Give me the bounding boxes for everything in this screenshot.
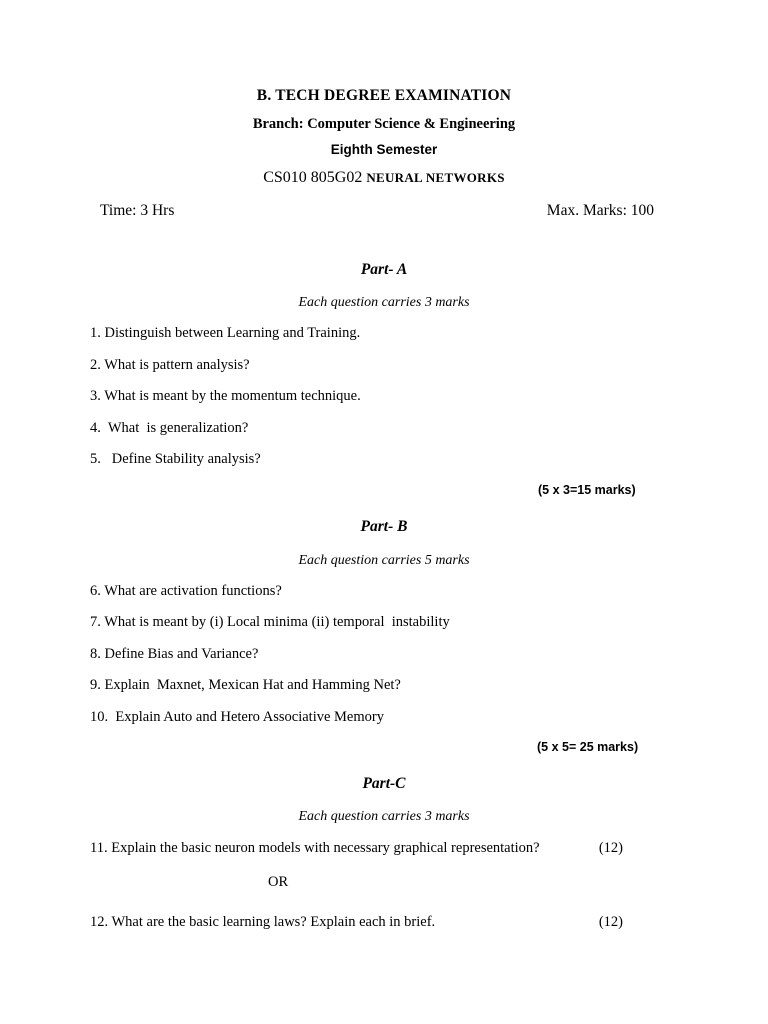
list-item: 1. Distinguish between Learning and Training. [90, 325, 361, 341]
question-11-marks: (12) [598, 840, 623, 856]
exam-title: B. TECH DEGREE EXAMINATION [256, 87, 512, 104]
part-a-marks-note: (5 x 3=15 marks) [538, 482, 636, 497]
course-code: CS010 805G02 [263, 168, 367, 186]
part-b-question-list [0, 584, 768, 725]
or-separator-label: OR [268, 873, 289, 890]
exam-duration: Time: 3 Hrs [100, 201, 175, 219]
course-name: NEURAL NETWORKS [366, 169, 505, 185]
question-12-text: 12. What are the basic learning laws? Explain each in brief. [90, 914, 436, 930]
list-item: 7. What is meant by (i) Local minima (ii) temporal instability [90, 614, 450, 630]
list-item: 5. Define Stability analysis? [90, 451, 261, 467]
list-item: 8. Define Bias and Variance? [90, 645, 259, 662]
part-c-heading: Part-C [362, 774, 406, 792]
question-11-text: 11. Explain the basic neuron models with necessary graphical representation? [90, 840, 540, 856]
list-item: 6. What are activation functions? [90, 582, 282, 599]
part-a-heading: Part- A [360, 260, 408, 278]
list-item: 2. What is pattern analysis? [90, 356, 250, 373]
exam-meta-row [0, 202, 768, 220]
part-a-question-list [0, 326, 768, 467]
part-a-subtitle: Each question carries 3 marks [298, 295, 470, 310]
list-item [0, 915, 768, 930]
branch-line: Branch: Computer Science & Engineering [252, 115, 516, 132]
part-c-subtitle: Each question carries 3 marks [298, 809, 470, 824]
list-item: 3. What is meant by the momentum technique. [90, 388, 361, 404]
part-b-subtitle: Each question carries 5 marks [298, 552, 470, 568]
list-item [0, 841, 768, 856]
list-item: 4. What is generalization? [90, 419, 249, 436]
semester-line: Eighth Semester [330, 142, 438, 157]
course-line [0, 170, 768, 186]
list-item: 10. Explain Auto and Hetero Associative Memory [90, 708, 384, 725]
exam-max-marks: Max. Marks: 100 [546, 201, 654, 219]
list-item: 9. Explain Maxnet, Mexican Hat and Hamming Net? [90, 677, 401, 693]
document-header [0, 0, 768, 186]
question-12-marks: (12) [598, 914, 623, 930]
part-b-heading: Part- B [360, 518, 408, 535]
part-c-question-list [0, 841, 768, 930]
part-b-marks-note: (5 x 5= 25 marks) [537, 740, 639, 754]
